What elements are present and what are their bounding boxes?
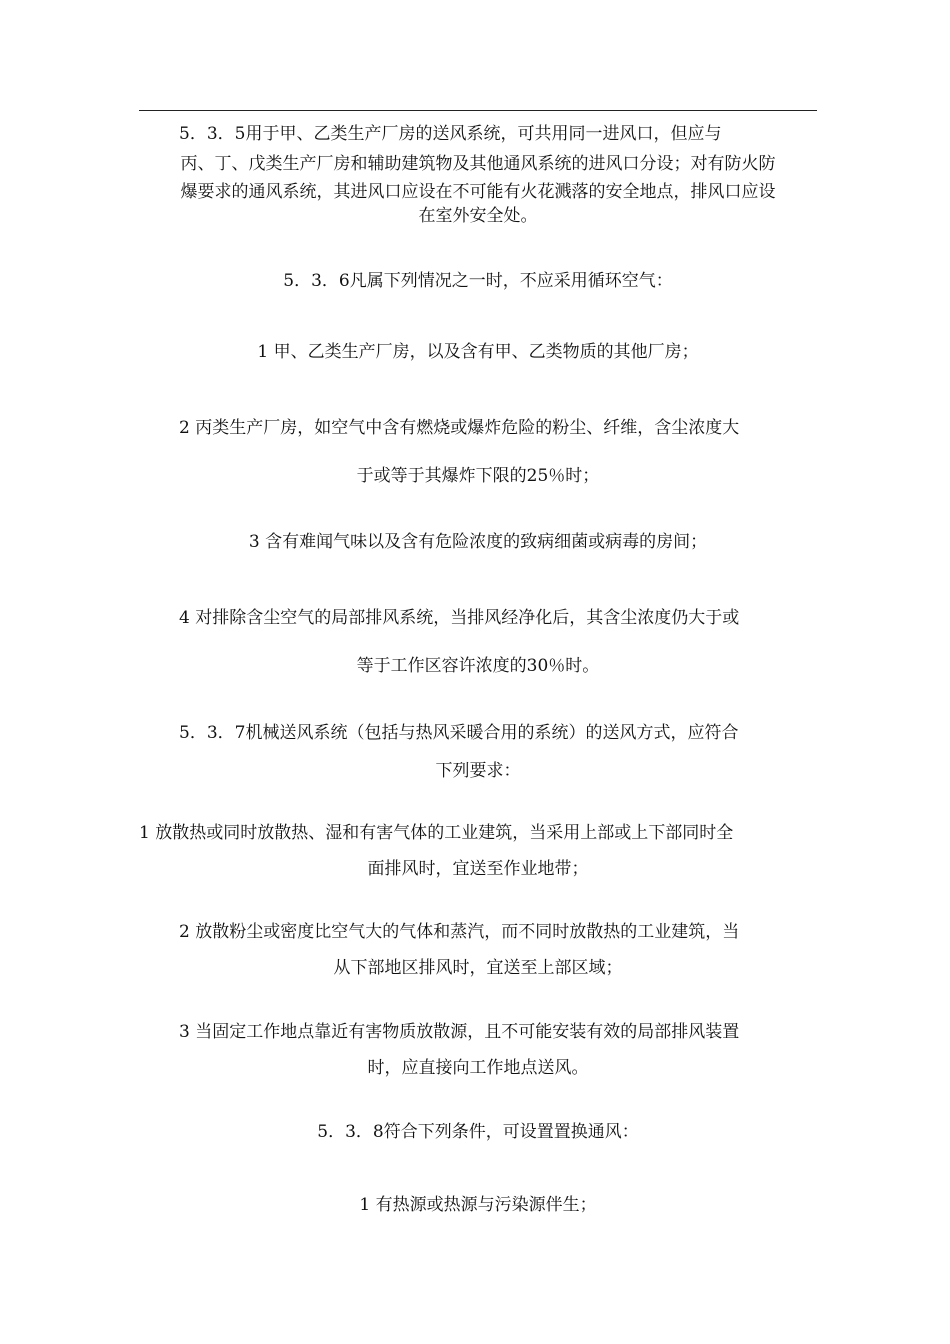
paragraph-5-3-5 bbox=[139, 116, 817, 152]
text-line: 1 有热源或热源与污染源伴生； bbox=[359, 1195, 597, 1215]
text-line: 1 甲、乙类生产厂房，以及含有甲、乙类物质的其他厂房； bbox=[257, 342, 699, 362]
paragraph-5-3-5-cont bbox=[139, 150, 817, 226]
paragraph-5-3-6-item-2 bbox=[139, 404, 817, 500]
paragraph-5-3-8-item-1 bbox=[139, 1187, 817, 1223]
text-line: 4 对排除含尘空气的局部排风系统，当排风经净化后，其含尘浓度仍大于或 bbox=[179, 608, 740, 628]
text-line: 时，应直接向工作地点送风。 bbox=[367, 1058, 589, 1078]
text-line: 面排风时，宜送至作业地带； bbox=[367, 859, 589, 879]
paragraph-5-3-6-item-3 bbox=[139, 524, 817, 560]
paragraph-5-3-7-item-1 bbox=[139, 815, 817, 887]
text-line: 1 放散热或同时放散热、湿和有害气体的工业建筑，当采用上部或上下部同时全 bbox=[139, 823, 734, 843]
text-line: 丙、丁、戊类生产厂房和辅助建筑物及其他通风系统的进风口分设；对有防火防 bbox=[180, 154, 776, 174]
paragraph-5-3-6-item-1 bbox=[139, 334, 817, 370]
text-line: 5．3．6凡属下列情况之一时，不应采用循环空气： bbox=[283, 271, 673, 291]
header-rule bbox=[139, 110, 817, 111]
paragraph-5-3-7-item-2 bbox=[139, 914, 817, 986]
text-line: 2 丙类生产厂房，如空气中含有燃烧或爆炸危险的粉尘、纤维，含尘浓度大 bbox=[179, 418, 740, 438]
text-line: 等于工作区容许浓度的30％时。 bbox=[356, 656, 600, 676]
text-line: 5．3．7机械送风系统（包括与热风采暖合用的系统）的送风方式，应符合 bbox=[179, 723, 739, 743]
text-line: 5．3．8符合下列条件，可设置置换通风： bbox=[317, 1122, 639, 1142]
text-line: 爆要求的通风系统，其进风口应设在不可能有火花溅落的安全地点，排风口应设 bbox=[180, 182, 776, 202]
paragraph-5-3-6 bbox=[139, 263, 817, 299]
text-line: 在室外安全处。 bbox=[418, 206, 538, 226]
text-line: 2 放散粉尘或密度比空气大的气体和蒸汽，而不同时放散热的工业建筑，当 bbox=[179, 922, 740, 942]
text-line: 下列要求： bbox=[435, 761, 521, 781]
paragraph-5-3-7-item-3 bbox=[139, 1014, 817, 1086]
text-line: 3 含有难闻气味以及含有危险浓度的致病细菌或病毒的房间； bbox=[248, 532, 708, 552]
paragraph-5-3-6-item-4 bbox=[139, 594, 817, 690]
text-line: 从下部地区排风时，宜送至上部区域； bbox=[333, 958, 623, 978]
paragraph-5-3-7 bbox=[139, 714, 817, 790]
paragraph-5-3-8 bbox=[139, 1114, 817, 1150]
text-line: 于或等于其爆炸下限的25％时； bbox=[356, 466, 600, 486]
text-line: 5．3．5用于甲、乙类生产厂房的送风系统，可共用同一进风口，但应与 bbox=[179, 124, 722, 144]
text-line: 3 当固定工作地点靠近有害物质放散源，且不可能安装有效的局部排风装置 bbox=[179, 1022, 740, 1042]
